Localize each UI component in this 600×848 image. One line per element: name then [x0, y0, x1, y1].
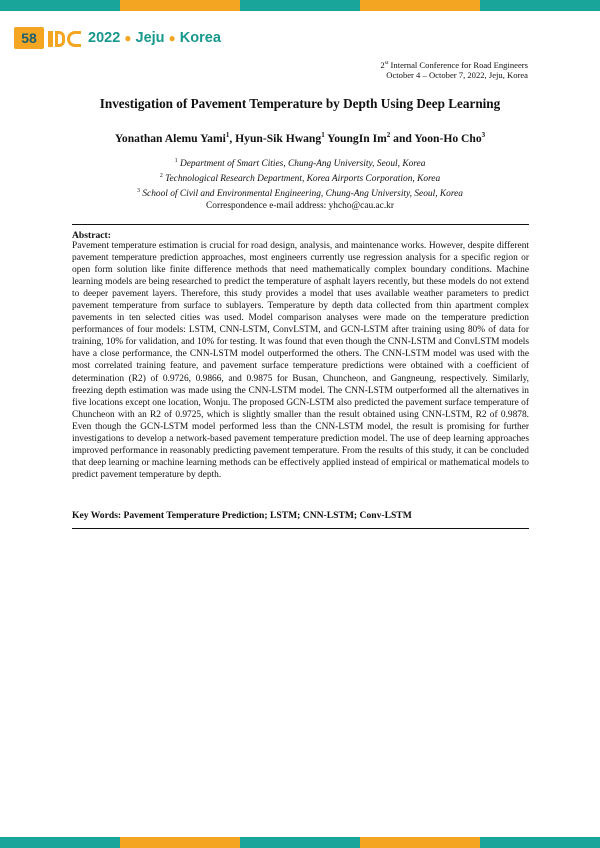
logo-city: Jeju — [135, 30, 165, 46]
divider — [72, 224, 529, 225]
divider — [72, 528, 529, 529]
affiliation-line: $^3$ School of Civil and Environmental Engineering, Chung-Ang University, Seoul, Korea — [137, 188, 463, 200]
author-name: Hyun-Sik Hwang — [235, 131, 322, 145]
conference-name: Internal Conference for Road Engineers — [390, 59, 528, 70]
author-affiliation-marker: 1 — [321, 131, 325, 139]
logo-country: Korea — [179, 30, 221, 46]
author-list: Yonathan Alemu Yami$^1$, Hyun-Sik Hwang$^1$ YoungIn Im$^2$ and Yoon-Ho Cho$^3$ — [114, 131, 486, 145]
bullet-icon: ● — [124, 31, 132, 45]
conference-logo — [48, 29, 221, 47]
conference-info — [380, 58, 528, 80]
author-affiliation-marker: 1 — [225, 131, 230, 139]
conference-ordinal: 2 — [380, 59, 385, 70]
bullet-icon: ● — [168, 31, 176, 45]
author-affiliation-marker: 3 — [481, 131, 486, 139]
author-affiliation-marker: 2 — [386, 131, 391, 139]
affiliations — [0, 155, 600, 212]
affiliation-line: $^1$ Department of Smart Cities, Chung-Ang University, Seoul, Korea — [174, 158, 426, 170]
paper-title: Investigation of Pavement Temperature by Depth Using Deep Learning — [99, 96, 501, 111]
page-number: 58 — [14, 27, 44, 49]
logo-year: 2022 — [88, 30, 121, 46]
author-name: Yonathan Alemu Yami — [114, 131, 226, 145]
conference-ordinal-suffix: st — [384, 60, 389, 66]
abstract-body: Pavement temperature estimation is crucial for road design, analysis, and maintenance works. However, despite different pavement temperature prediction approaches, most engineers currently use regression analysis for a specific region or open form solution like finite difference methods that need mathematically complex boundary conditions. Machine learning models are being researched to predict the temperature of asphalt layers recently, but these models do not extend to deeper pavement layers. Therefore, this study provides a model that uses available weather parameters to predict pavement temperature from surface to sublayers. Temperature by depth data collected from thin apartment complex pavements in ten selected cities was used. Model comparison analyses were made on the temperature prediction performances of four models: LSTM, CNN-LSTM, ConvLSTM, and GCN-LSTM after training using 80% of data for training, 10% for validation, and 10% for testing. It was found that even though the CNN-LSTM and ConvLSTM models have a close performance, the CNN-LSTM model outperformed the others. The CNN-LSTM model was used with the most correlated training feature, and pavement surface temperature predictions were obtained with a coefficient of determination (R2) of 0.9726, 0.9866, and 0.9875 for Busan, Chuncheon, and Gangneung, respectively. Similarly, freezing depth estimation was made using the CNN-LSTM model. The CNN-LSTM outperformed all the alternatives in five locations except one location, Wonju. The proposed GCN-LSTM also predicted the pavement surface temperature of Chuncheon with an R2 of 0.9725, which is slightly smaller than the result obtained using CNN-LSTM, R2 of 0.9878. Even though the GCN-LSTM model performed less than the CNN-LSTM model, the result is promising for further investigations to develop a network-based pavement temperature prediction model. The use of deep learning approaches improved performance in reasonably predicting pavement temperature. From the results of this study, it can be concluded that deep learning or machine learning methods can be effectively applied instead of empirical or mathematical models to predict pavement temperature by depth. — [72, 241, 529, 480]
keywords: Key Words: Pavement Temperature Prediction; LSTM; CNN-LSTM; Conv-LSTM — [72, 510, 412, 521]
conference-dates: October 4 – October 7, 2022, Jeju, Korea — [386, 69, 528, 80]
abstract-heading: Abstract: — [72, 230, 111, 241]
affiliation-line: $^2$ Technological Research Department, Korea Airports Corporation, Korea — [159, 173, 441, 185]
correspondence-email: Correspondence e-mail address: yhcho@cau.ac.kr — [206, 201, 394, 212]
author-name: Yoon-Ho Cho — [414, 131, 482, 145]
icore-logo-icon — [48, 29, 82, 47]
top-color-stripe — [0, 0, 600, 11]
bottom-color-stripe — [0, 837, 600, 848]
page-header — [14, 26, 221, 50]
author-name: YoungIn Im — [327, 131, 387, 145]
